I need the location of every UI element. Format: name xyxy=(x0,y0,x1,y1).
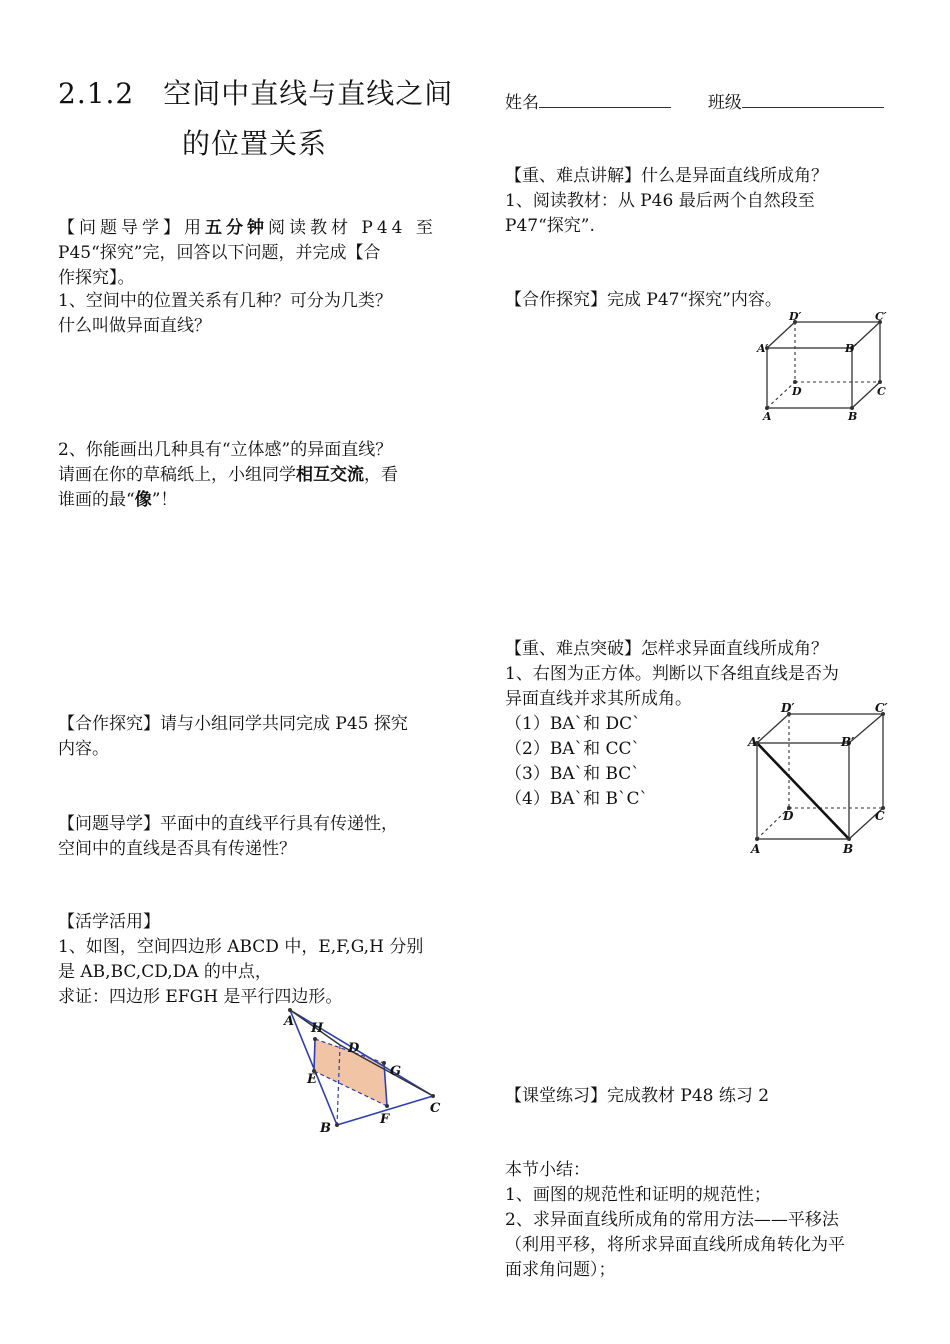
class-field[interactable] xyxy=(742,90,884,108)
cube1-label-A1: A′ xyxy=(757,342,769,355)
item-1: （1）BA`和 DC` xyxy=(505,714,641,734)
item-2: （2）BA`和 CC` xyxy=(505,739,641,759)
cube1-label-B1: B′ xyxy=(845,342,858,355)
label-A: A xyxy=(284,1014,295,1029)
cube1-label-A: A xyxy=(763,410,772,423)
diagonal-ba1 xyxy=(757,743,849,839)
cube2-label-C1: C′ xyxy=(875,701,888,715)
question-1: 1、空间中的位置关系有几种？可分为几类？ 什么叫做异面直线？ xyxy=(58,291,392,336)
label-F: F xyxy=(380,1112,390,1127)
cube2-label-B1: B′ xyxy=(841,735,855,749)
cube2-label-D1: D′ xyxy=(781,701,795,715)
cube2-label-A: A xyxy=(751,842,761,856)
label-G: G xyxy=(390,1064,402,1079)
summary-section: 本节小结： 1、画图的规范性和证明的规范性； 2、求异面直线所成角的常用方法——平移法 （利用平移，将所求异面直线所成角转化为平 面求角问题）； xyxy=(505,1160,845,1280)
label-H: H xyxy=(311,1021,324,1036)
label-C: C xyxy=(430,1101,441,1116)
cube1-label-C1: C′ xyxy=(875,310,887,323)
cube2-label-D: D xyxy=(783,809,794,823)
item-4: （4）BA`和 B`C` xyxy=(505,789,648,809)
cube2-label-A1: A′ xyxy=(748,735,761,749)
cube1-label-B: B xyxy=(848,410,858,423)
label-D: D xyxy=(348,1041,360,1056)
apply-section: 【活学活用】 1、如图，空间四边形 ABCD 中，E,F,G,H 分别 是 AB,BC,CD,DA 的中点， 求证：四边形 EFGH 是平行四边形。 xyxy=(58,912,424,1007)
cube2-label-B: B xyxy=(843,842,854,856)
student-info xyxy=(505,90,884,116)
cube1-label-C: C xyxy=(877,385,886,398)
practice-section: 【课堂练习】完成教材 P48 练习 2 xyxy=(505,1086,770,1106)
coop-section-1: 【合作探究】请与小组同学共同完成 P45 探究 内容。 xyxy=(58,714,408,759)
cube1-label-D: D xyxy=(792,385,802,398)
page-title-line1: 2.1.2 空间中直线与直线之间 xyxy=(58,77,454,110)
item-3: （3）BA`和 BC` xyxy=(505,764,640,784)
cube-figure-1 xyxy=(755,308,905,423)
key-point-section-2: 【重、难点突破】怎样求异面直线所成角？ 1、右图为正方体。判断以下各组直线是否为 异面直线并求其所成角。 （1）BA`和 DC` （2）BA`和 CC` （3）BA`和 BC` （4）BA`和 B`C` xyxy=(505,637,839,812)
guide-tag: 【问题导学】 xyxy=(58,218,184,238)
name-field[interactable] xyxy=(539,90,671,108)
key-point-section-1: 【重、难点讲解】什么是异面直线所成角？ 1、阅读教材：从 P46 最后两个自然段至 P47“探究”. xyxy=(505,166,828,236)
five-minutes-bold: 五分钟 xyxy=(205,218,268,238)
question-2: 2、你能画出几种具有“立体感”的异面直线？ 请画在你的草稿纸上，小组同学相互交流，看 谁画的最“像”！ xyxy=(58,440,398,510)
page-title-line2: 的位置关系 xyxy=(182,127,328,160)
coop-section-2: 【合作探究】完成 P47“探究”内容。 xyxy=(505,290,782,310)
cube2-label-C: C xyxy=(875,809,885,823)
cube1-label-D1: D′ xyxy=(789,310,802,323)
name-label: 姓名 xyxy=(505,93,539,113)
label-E: E xyxy=(307,1072,317,1087)
guide-section-2: 【问题导学】平面中的直线平行具有传递性， 空间中的直线是否具有传递性？ xyxy=(58,814,398,859)
class-label: 班级 xyxy=(707,93,742,113)
cube-figure-2 xyxy=(745,698,905,860)
spatial-quadrilateral-figure xyxy=(280,1005,450,1135)
guide-section-1: 【问题导学】用五分钟阅读教材 P44 至 P45“探究”完，回答以下问题，并完成【合 作探究】。 xyxy=(58,218,437,288)
label-B: B xyxy=(320,1121,331,1135)
